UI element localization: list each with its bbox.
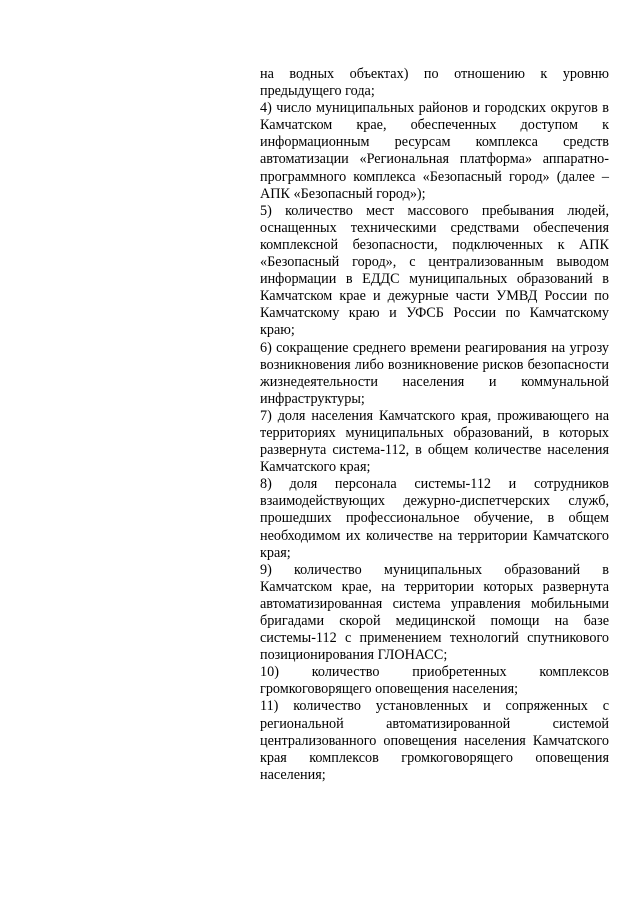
- paragraph-item-9: 9) количество муниципальных образований в Камчатском крае, на территории которых развернута автоматизированная система управления мобильными бригадами скорой медицинской помощи на базе системы-112 с применением технологий спутникового позиционирования ГЛОНАСС;: [260, 561, 609, 664]
- paragraph-item-11: 11) количество установленных и сопряженных с региональной автоматизированной системой централизованного оповещения населения Камчатского края комплексов громкоговорящего оповещения населения;: [260, 698, 609, 783]
- paragraph-item-7: 7) доля населения Камчатского края, проживающего на территориях муниципальных образований, в которых развернута система-112, в общем количестве населения Камчатского края;: [260, 407, 609, 476]
- paragraph-item-4: 4) число муниципальных районов и городских округов в Камчатском крае, обеспеченных доступом к информационным ресурсам комплекса средств автоматизации «Региональная платформа» аппаратно-программного комплекса «Безопасный город» (далее – АПК «Безопасный город»);: [260, 100, 609, 202]
- paragraph-continuation: на водных объектах) по отношению к уровню предыдущего года;: [260, 66, 609, 100]
- document-page: [260, 66, 609, 784]
- paragraph-item-10: 10) количество приобретенных комплексов громкоговорящего оповещения населения;: [260, 664, 609, 698]
- paragraph-item-8: 8) доля персонала системы-112 и сотрудников взаимодействующих дежурно-диспетчерских служб, прошедших профессиональное обучение, в общем необходимом их количестве на территории Камчатского края;: [260, 476, 609, 561]
- paragraph-item-5: 5) количество мест массового пребывания людей, оснащенных техническими средствами обеспечения комплексной безопасности, подключенных к АПК «Безопасный город», с централизованным выводом информации в ЕДДС муниципальных образований в Камчатском крае и дежурные части УМВД России по Камчатскому краю и УФСБ России по Камчатскому краю;: [260, 202, 609, 339]
- paragraph-item-6: 6) сокращение среднего времени реагирования на угрозу возникновения либо возникновение рисков безопасности жизнедеятельности населения и коммунальной инфраструктуры;: [260, 339, 609, 407]
